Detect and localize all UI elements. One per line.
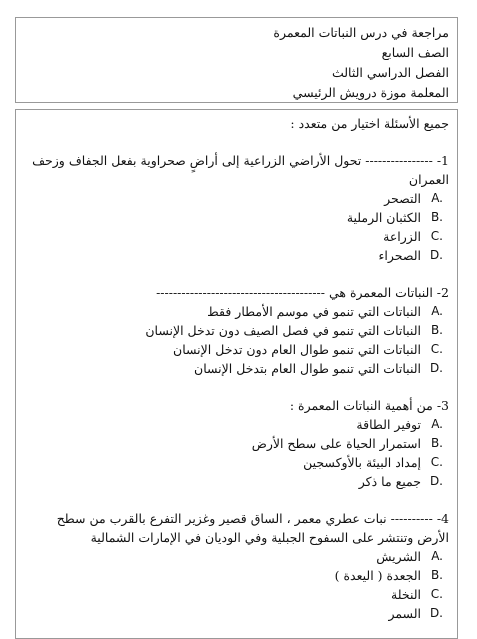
option-letter: D.: [429, 361, 443, 375]
option-c: [24, 453, 449, 472]
option-letter: D.: [429, 248, 443, 262]
option-text: استمرار الحياة على سطح الأرض: [251, 436, 421, 451]
option-letter: A.: [431, 191, 443, 205]
question-4: [24, 509, 449, 623]
option-text: الجعدة ( اليعدة ): [334, 568, 421, 583]
header-term: الفصل الدراسي الثالث: [331, 65, 449, 80]
option-letter: C.: [430, 229, 443, 243]
question-2: [24, 283, 449, 378]
option-a: [24, 547, 449, 566]
intro-text: جميع الأسئلة اختيار من متعدد :: [290, 116, 449, 131]
option-text: النخلة: [391, 587, 421, 602]
questions-box: [15, 109, 458, 639]
option-a: [24, 189, 449, 208]
option-c: [24, 340, 449, 359]
header-grade: الصف السابع: [381, 45, 449, 60]
option-b: [24, 566, 449, 585]
question-text: 4- ---------- نبات عطري معمر ، الساق قصير وغزير التفرع بالقرب من سطح الأرض وتنتشر على السفوح الجبلية وفي الوديان في الإمارات الشمالية: [56, 511, 449, 545]
option-letter: C.: [430, 587, 443, 601]
option-letter: C.: [430, 342, 443, 356]
option-b: [24, 434, 449, 453]
question-1: [24, 151, 449, 265]
option-d: [24, 246, 449, 265]
option-c: [24, 227, 449, 246]
option-d: [24, 604, 449, 623]
option-text: النباتات التي تنمو في موسم الأمطار فقط: [207, 304, 421, 319]
option-letter: B.: [430, 436, 443, 450]
option-b: [24, 321, 449, 340]
option-text: التصحر: [384, 191, 421, 206]
question-3: [24, 396, 449, 491]
option-a: [24, 415, 449, 434]
option-letter: A.: [431, 304, 443, 318]
header-teacher: المعلمة موزة درويش الرئيسي: [292, 85, 449, 100]
option-text: النباتات التي تنمو طوال العام بتدخل الإنسان: [194, 361, 421, 376]
option-d: [24, 359, 449, 378]
question-text: 3- من أهمية النباتات المعمرة :: [289, 398, 449, 413]
option-letter: B.: [430, 323, 443, 337]
option-a: [24, 302, 449, 321]
option-text: الصحراء: [378, 248, 421, 263]
option-text: الشريش: [376, 549, 421, 564]
option-text: جميع ما ذكر: [358, 474, 421, 489]
question-text: 1- ---------------- تحول الأراضي الزراعية إلى أراضٍ صحراوية بفعل الجفاف وزحف العمران: [32, 153, 449, 187]
option-text: السمر: [388, 606, 421, 621]
option-d: [24, 472, 449, 491]
option-letter: A.: [431, 549, 443, 563]
header-title: مراجعة في درس النباتات المعمرة: [273, 25, 449, 40]
option-c: [24, 585, 449, 604]
option-letter: D.: [429, 474, 443, 488]
option-letter: A.: [431, 417, 443, 431]
option-text: إمداد البيئة بالأوكسجين: [303, 455, 421, 470]
option-letter: B.: [430, 210, 443, 224]
option-text: الكثبان الرملية: [346, 210, 421, 225]
option-text: توفير الطاقة: [356, 417, 421, 432]
option-text: النباتات التي تنمو في فصل الصيف دون تدخل الإنسان: [145, 323, 421, 338]
option-letter: B.: [430, 568, 443, 582]
option-b: [24, 208, 449, 227]
header-box: [15, 17, 458, 103]
option-text: الزراعة: [383, 229, 421, 244]
question-text: 2- النباتات المعمرة هي ----------------------------------------: [156, 285, 449, 300]
option-letter: D.: [429, 606, 443, 620]
option-letter: C.: [430, 455, 443, 469]
option-text: النباتات التي تنمو طوال العام دون تدخل الإنسان: [173, 342, 421, 357]
